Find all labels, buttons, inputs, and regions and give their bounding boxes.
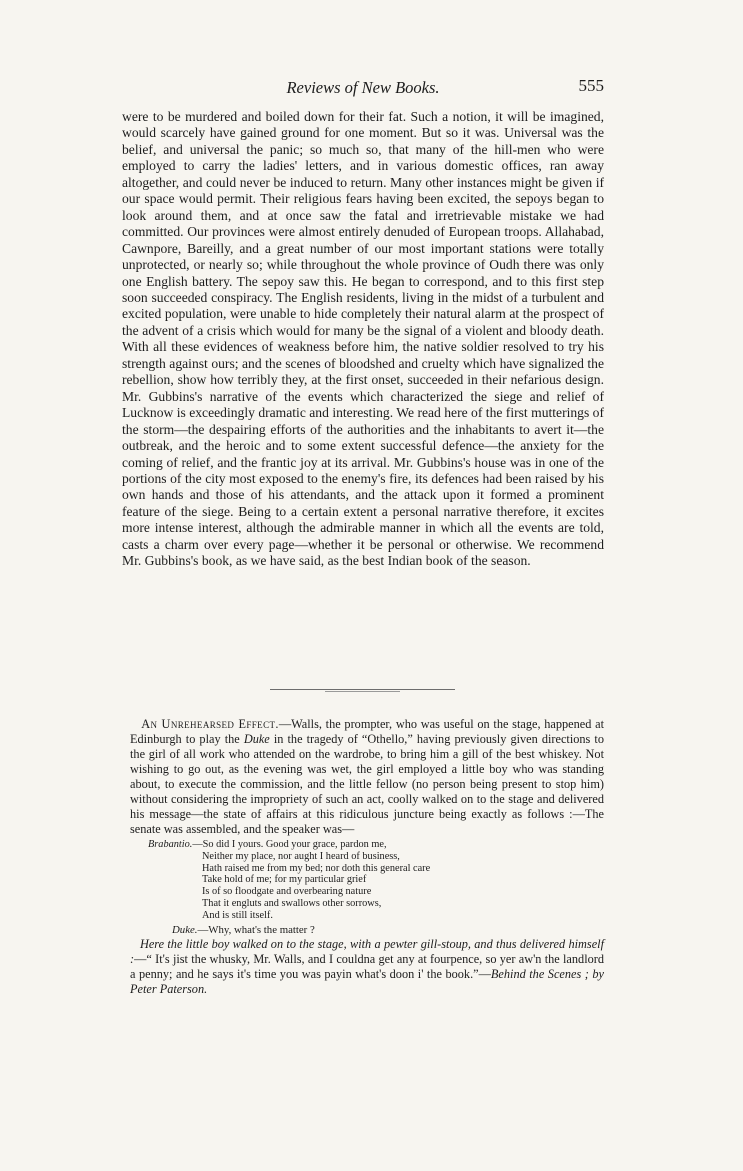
duke-speaker: Duke.	[172, 923, 198, 936]
verse-line: Neither my place, nor aught I heard of business,	[202, 850, 400, 862]
anecdote-closing	[130, 937, 604, 997]
verse-line: And is still itself.	[202, 909, 273, 921]
anecdote-intro-text: —Walls, the prompter, who was useful on the stage, happened at Edinburgh to play the	[130, 717, 604, 746]
running-title: Reviews of New Books.	[286, 78, 440, 97]
verse-line: Hath raised me from my bed; nor doth this general care	[202, 862, 431, 874]
section-divider	[270, 689, 455, 690]
page-header	[122, 76, 604, 102]
anecdote-section	[130, 717, 604, 997]
anecdote-heading: An Unrehearsed Effect.	[141, 717, 279, 731]
review-paragraph: were to be murdered and boiled down for their fat. Such a notion, it will be imagined, would scarcely have gained ground for one moment. But so it was. Universal was the belief, and universal the panic; so much so, that many of the hill-men who were employed to carry the ladies' letters, and in various domestic offices, ran away altogether, and could never be induced to return. Many other instances might be given if our space would permit. Their religious fears having been excited, the sepoys began to look around them, and at once saw the fatal and irretrievable mistake we had committed. Our provinces were almost entirely denuded of European troops. Allahabad, Cawnpore, Bareilly, and a great number of our most important stations were totally unprotected, or nearly so; while throughout the whole province of Oudh there was only one English battery. The sepoy saw this. He began to correspond, and to this first step soon succeeded conspiracy. The English residents, living in the midst of a turbulent and excited population, were unable to hide completely their natural alarm at the prospect of the advent of a crisis which would for many be the signal of a violent and bloody death. With all these evidences of weakness before him, the native soldier resolved to try his strength against ours; and the scenes of bloodshed and cruelty which have signalized the rebellion, show how terribly they, at the first onset, succeeded in their nefarious design. Mr. Gubbins's narrative of the events which characterized the siege and relief of Lucknow is exceedingly dramatic and interesting. We read here of the first mutterings of the storm—the despairing efforts of the authorities and the inhabitants to avert it—the outbreak, and the heroic and to some extent successful defence—the anxiety for the coming of relief, and the frantic joy at its arrival. Mr. Gubbins's house was in one of the portions of the city most exposed to the enemy's fire, its defences had been raised by his own hands and those of his attendants, and the attack upon it formed a prominent feature of the siege. Being to a certain extent a personal narrative therefore, it excites more intense interest, although the admirable manner in which all the events are told, casts a charm over every page—whether it be personal or otherwise. We recommend Mr. Gubbins's book, as we have said, as the best Indian book of the season.	[122, 109, 604, 569]
duke-speech: —Why, what's the matter ?	[197, 923, 315, 936]
closing-quote: —“ It's jist the whusky, Mr. Walls, and I couldna get any at fourpence, so yer aw'n the landlord a penny; and he says it's time you was payin what's doon i' the book.”—	[130, 951, 604, 981]
source-citation: Behind the Scenes ; by Peter Paterson.	[130, 966, 604, 996]
review-body	[122, 109, 604, 570]
page-number: 555	[578, 76, 604, 95]
verse-line: Take hold of me; for my particular grief	[202, 874, 367, 886]
anecdote-intro	[130, 717, 604, 837]
verse-line: That it engluts and swallows other sorrows,	[202, 897, 382, 909]
verse-line: Is of so floodgate and overbearing nature	[202, 886, 372, 898]
anecdote-intro-rest: in the tragedy of “Othello,” having previously given directions to the girl of all work who attended on the wardrobe, to bring him a gill of the best whiskey. Not wishing to go out, as the evening was wet, the girl employed a little boy who was standing about, to execute the commission, and the little fellow (no person being present to stop him) without considering the impropriety of such an act, coolly walked on to the stage and delivered his message—the state of affairs at this ridiculous juncture being exactly as follows :—The senate was assembled, and the speaker was—	[130, 732, 604, 836]
verse-speaker: Brabantio.	[148, 839, 193, 850]
verse-line: Brabantio.—So did I yours. Good your grace, pardon me,	[148, 839, 387, 850]
duke-line	[172, 924, 604, 937]
closing-italic: Here the little boy walked on to the stage, with a pewter gill-stoup, and thus delivered himself :	[130, 936, 604, 966]
verse-block	[148, 839, 604, 922]
duke-word: Duke	[243, 732, 270, 746]
